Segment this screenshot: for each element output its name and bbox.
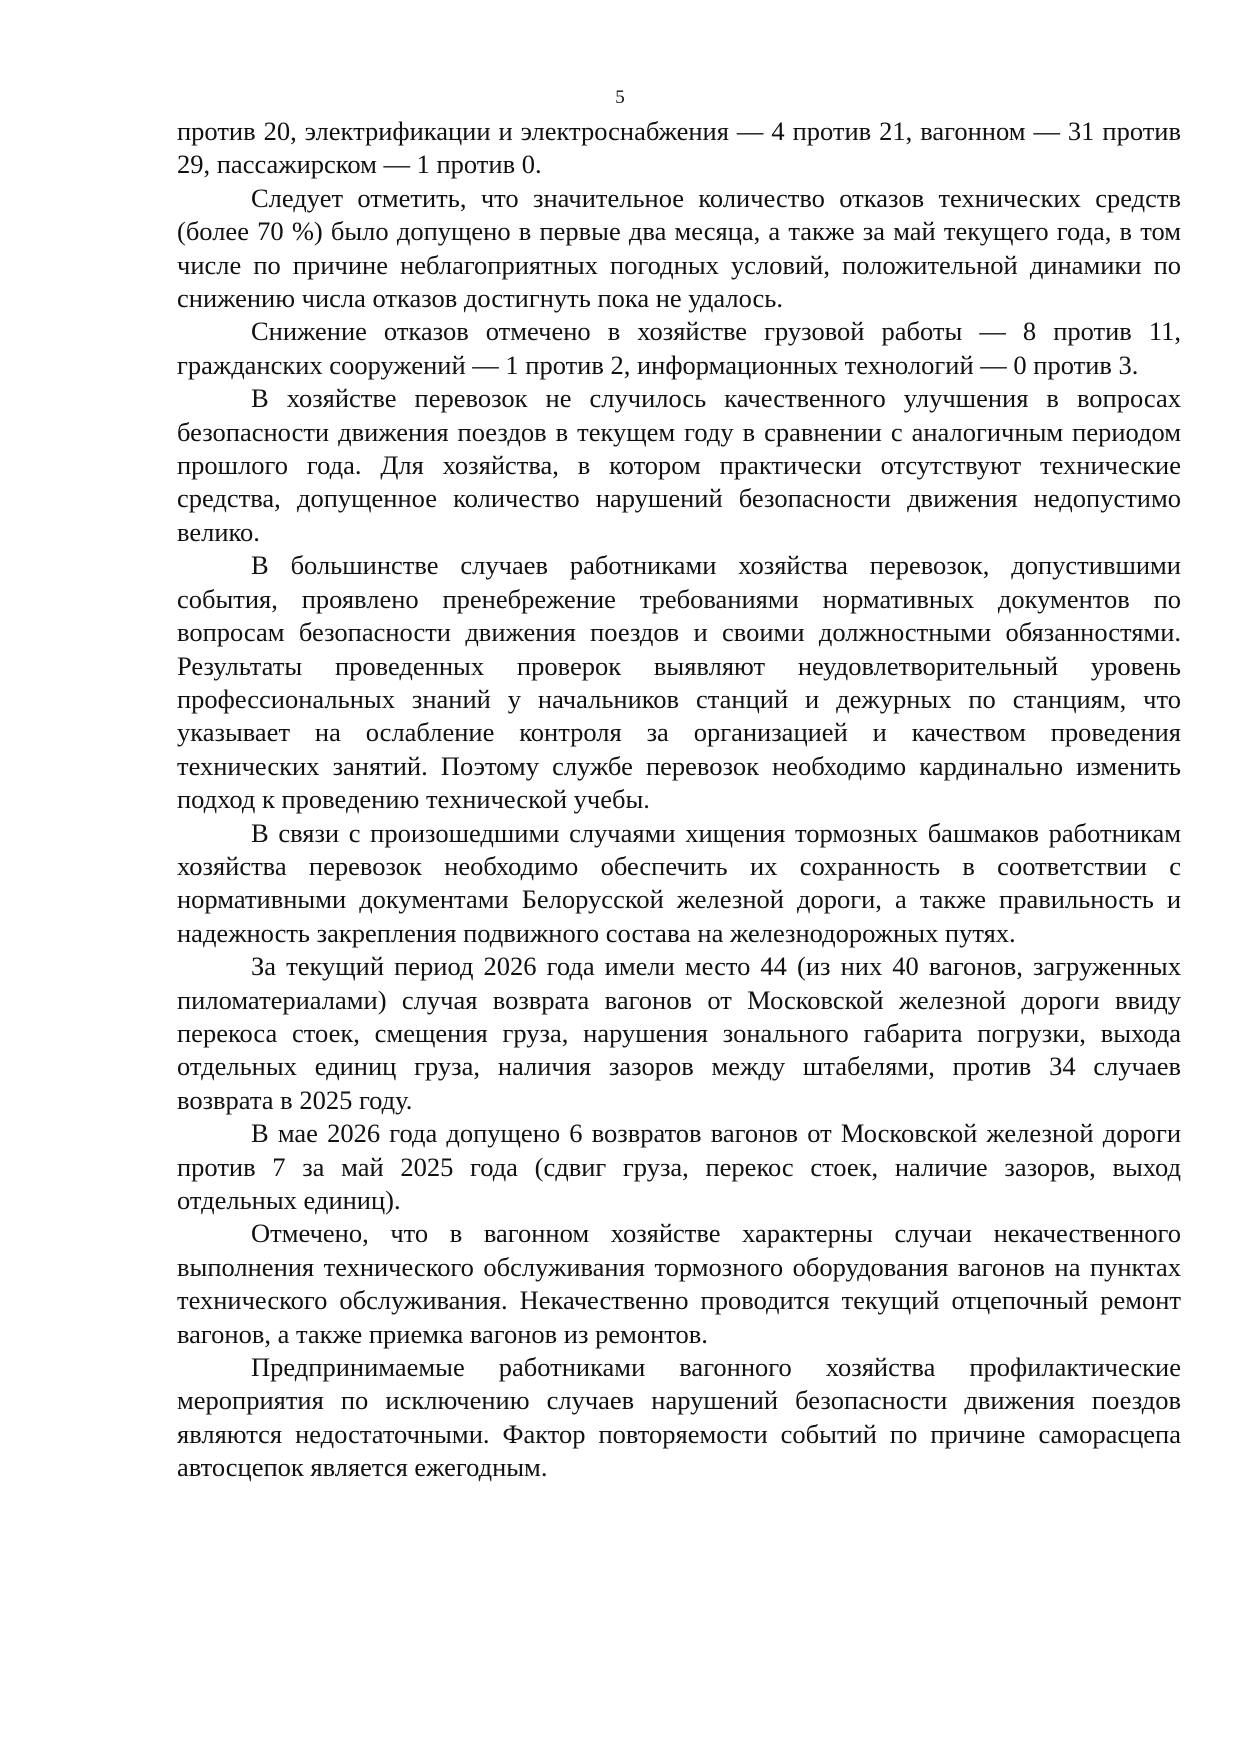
paragraph: Отмечено, что в вагонном хозяйстве характерны случаи некачественного выполнения технического обслуживания тормозного оборудования вагонов на пунктах технического обслуживания. Некачественно проводится текущий отцепочный ремонт вагонов, а также приемка вагонов из ремонтов. xyxy=(177,1218,1181,1349)
paragraph: В мае 2026 года допущено 6 возвратов вагонов от Московской железной дороги против 7 за май 2025 года (сдвиг груза, перекос стоек, наличие зазоров, выход отдельных единиц). xyxy=(177,1118,1181,1215)
paragraph: В хозяйстве перевозок не случилось качественного улучшения в вопросах безопасности движения поездов в текущем году в сравнении с аналогичным периодом прошлого года. Для хозяйства, в котором практически отсутствуют технические средства, допущенное количество нарушений безопасности движения недопустимо велико. xyxy=(177,383,1181,547)
paragraph: В большинстве случаев работниками хозяйства перевозок, допустившими события, проявлено пренебрежение требованиями нормативных документов по вопросам безопасности движения поездов и своими должностными обязанностями. Результаты проведенных проверок выявляют неудовлетворительный уровень профессиональных знаний у начальников станций и дежурных по станциям, что указывает на ослабление контроля за организацией и качеством проведения технических занятий. Поэтому службе перевозок необходимо кардинально изменить подход к проведению технической учебы. xyxy=(177,550,1181,815)
paragraph: Предпринимаемые работниками вагонного хозяйства профилактические мероприятия по исключению случаев нарушений безопасности движения поездов являются недостаточными. Фактор повторяемости событий по причине саморасцепа автосцепок является ежегодным. xyxy=(177,1352,1181,1483)
paragraph: За текущий период 2026 года имели место 44 (из них 40 вагонов, загруженных пиломатериалами) случая возврата вагонов от Московской железной дороги ввиду перекоса стоек, смещения груза, нарушения зонального габарита погрузки, выхода отдельных единиц груза, наличия зазоров между штабелями, против 34 случаев возврата в 2025 году. xyxy=(177,951,1181,1115)
page-number: 5 xyxy=(615,87,625,108)
paragraph-continued: против 20, электрификации и электроснабжения — 4 против 21, вагонном — 31 против 29, пассажирском — 1 против 0. xyxy=(177,116,1181,180)
paragraph: В связи с произошедшими случаями хищения тормозных башмаков работникам хозяйства перевозок необходимо обеспечить их сохранность в соответствии с нормативными документами Белорусской железной дороги, а также правильность и надежность закрепления подвижного состава на железнодорожных путях. xyxy=(177,817,1181,948)
paragraph: Снижение отказов отмечено в хозяйстве грузовой работы — 8 против 11, гражданских сооружений — 1 против 2, информационных технологий — 0 против 3. xyxy=(177,316,1181,380)
paragraph: Следует отметить, что значительное количество отказов технических средств (более 70 %) было допущено в первые два месяца, а также за май текущего года, в том числе по причине неблагоприятных погодных условий, положительной динамики по снижению числа отказов достигнуть пока не удалось. xyxy=(177,182,1181,314)
document-body xyxy=(177,115,1181,1485)
